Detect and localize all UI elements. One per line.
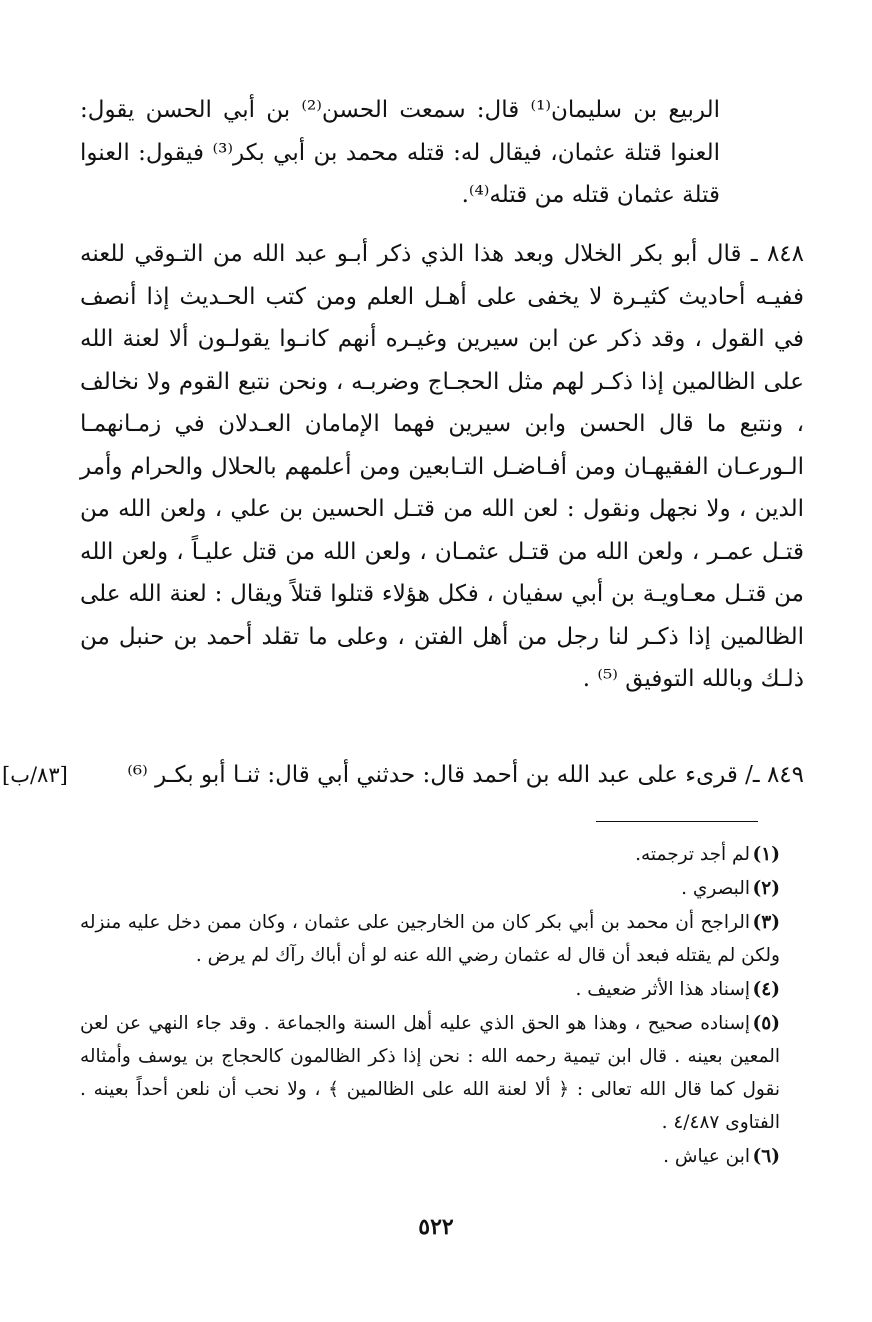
footnote-separator bbox=[596, 821, 758, 822]
paragraph-849 bbox=[2, 754, 804, 797]
footnote bbox=[80, 1007, 780, 1139]
paragraph-continuation bbox=[80, 89, 720, 217]
footnote-number: (٥) bbox=[752, 1013, 780, 1034]
footnote-text: ابن عياش . bbox=[663, 1146, 750, 1167]
manuscript-folio-reference: [٨٣/ب] bbox=[2, 763, 68, 787]
footnote-text: البصري . bbox=[681, 878, 750, 899]
footnote-number: (٦) bbox=[752, 1146, 780, 1167]
footnote-text: لم أجد ترجمته. bbox=[635, 844, 750, 865]
footnote bbox=[80, 872, 780, 905]
footnote bbox=[80, 906, 780, 972]
footnote-number: (١) bbox=[752, 844, 780, 865]
footnote-text: إسناد هذا الأثر ضعيف . bbox=[575, 979, 750, 1000]
footnote bbox=[80, 973, 780, 1006]
footnote-number: (٢) bbox=[752, 878, 780, 899]
footnote-text: إسناده صحيح ، وهذا هو الحق الذي عليه أهل السنة والجماعة . وقد جاء النهي عن لعن المعين بعينه . قال ابن تيمية رحمه الله : نحن إذا ذكر الظالمون كالحجاج بن يوسف وأمثاله نقول كما قال الله تعالى : ﴿ ألا لعنة الله على الظالمين ﴾ ، ولا نحب أن نلعن أحداً بعينه . الفتاوى ٤/٤٨٧ . bbox=[80, 1013, 780, 1133]
footnote-number: (٣) bbox=[752, 912, 780, 933]
footnote bbox=[80, 838, 780, 871]
paragraph-text: الربيع بن سليمان⁽¹⁾ قال: سمعت الحسن⁽²⁾ بن أبي الحسن يقول: العنوا قتلة عثمان، فيقال له: قتله محمد بن أبي بكر⁽³⁾ فيقول: العنوا قتلة عثمان قتله من قتله⁽⁴⁾. bbox=[80, 97, 720, 208]
paragraph-text: قرىء على عبد الله بن أحمد قال: حدثني أبي قال: ثنـا أبو بكـر ⁽⁶⁾ bbox=[127, 762, 738, 788]
footnotes bbox=[80, 838, 780, 1174]
paragraph-number: ٨٤٨ ـ bbox=[750, 241, 804, 267]
paragraph-text: قال أبو بكر الخلال وبعد هذا الذي ذكر أبـو عبد الله من التـوقي للعنه ففيـه أحاديث كثيـرة لا يخفى على أهـل العلم ومن كتب الحـديث إذا أنصف في القول ، وقد ذكر عن ابن سيرين وغيـره أنهم كانـوا يقولـون ألا لعنة الله على الظالمين إذا ذكـر لهم مثل الحجـاج وضربـه ، ونحن نتبع القوم ولا نخالف ، ونتبع ما قال الحسن وابن سيرين فهما الإمامان العـدلان في زمـانهمـا الـورعـان الفقيهـان ومن أفـاضـل التـابعين ومن أعلمهم بالحلال والحرام وأمر الدين ، ولا نجهل ونقول : لعن الله من قتـل الحسين بن علي ، ولعن الله من قتـل عمـر ، ولعن الله من قتـل عثمـان ، ولعن الله من قتل عليـاً ، ولعن الله من قتـل معـاويـة بن أبي سفيان ، فكل هؤلاء قتلوا قتلاً ويقال : لعنة الله على الظالمين إذا ذكـر لنا رجل من أهل الفتن ، وعلى ما تقلد أحمد بن حنبل من ذلـك وبالله التوفيق ⁽⁵⁾ . bbox=[80, 241, 804, 692]
footnote-text: الراجح أن محمد بن أبي بكر كان من الخارجين على عثمان ، وكان ممن دخل عليه منزله ولكن لم يقتله فبعد أن قال له عثمان رضي الله عنه لو أن أباك رآك لم يرض . bbox=[80, 912, 780, 966]
page-number: ٥٢٢ bbox=[418, 1214, 454, 1240]
footnote bbox=[80, 1140, 780, 1173]
footnote-number: (٤) bbox=[752, 979, 780, 1000]
paragraph-848 bbox=[80, 233, 804, 701]
paragraph-number: ٨٤٩ ـ/ bbox=[745, 762, 804, 788]
